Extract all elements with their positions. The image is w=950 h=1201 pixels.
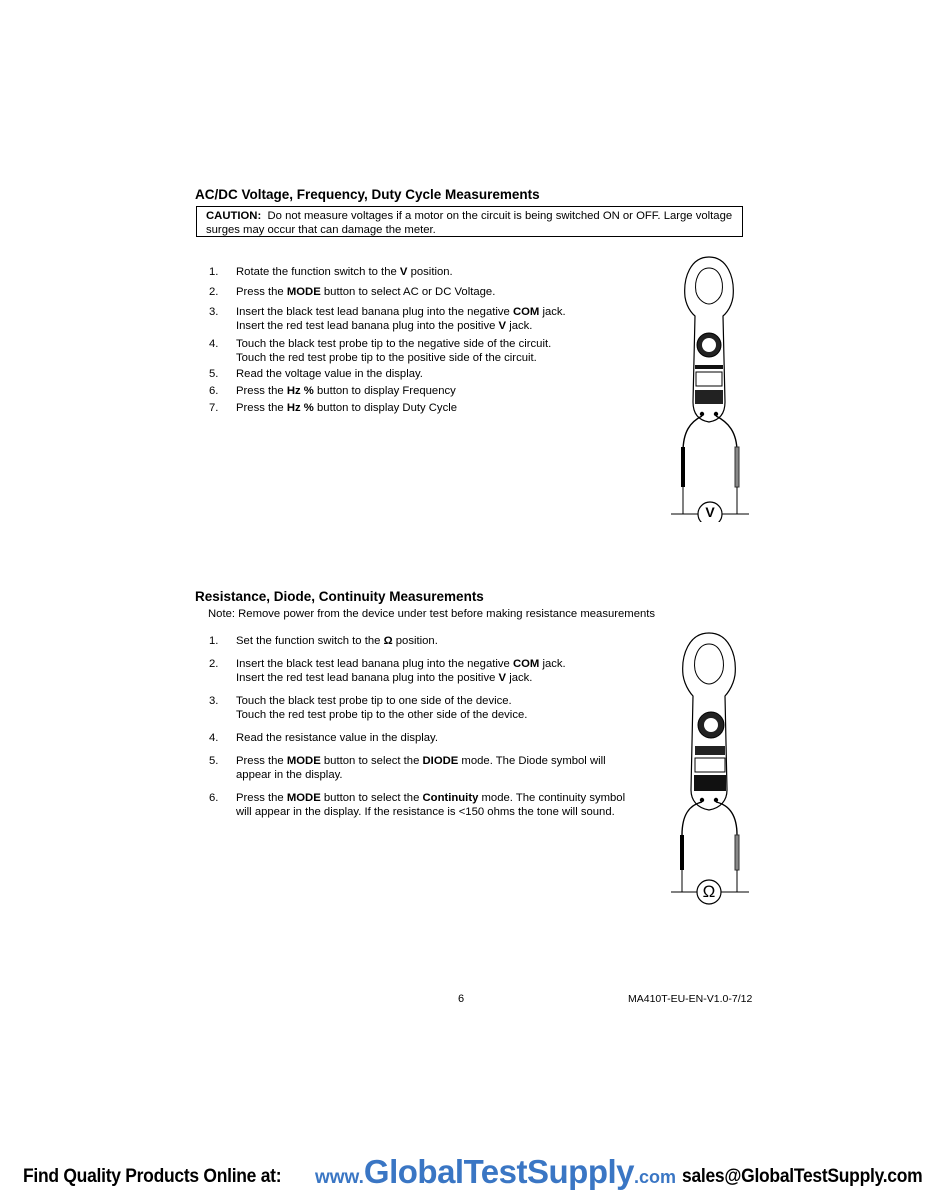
banner-website-link[interactable] — [315, 1153, 676, 1191]
clamp-meter-resistance-illustration — [665, 630, 755, 910]
step-text: Insert the black test lead banana plug into the negative COM jack. Insert the red test lead banana plug into the positive V jack. — [236, 658, 566, 684]
step-text: Touch the black test probe tip to one side of the device. Touch the red test probe tip to the other side of the device. — [236, 695, 528, 721]
step-text: Rotate the function switch to the V position. — [236, 266, 453, 278]
clamp-meter-voltage-illustration — [665, 252, 755, 522]
clamp-meter-voltage-body — [685, 257, 734, 422]
step-number: 4. — [209, 732, 219, 744]
step-text: Press the Hz % button to display Frequency — [236, 385, 456, 397]
step-text: Read the voltage value in the display. — [236, 368, 423, 380]
banner-email-link[interactable]: sales@GlobalTestSupply.com — [682, 1166, 923, 1187]
step-text: Touch the black test probe tip to the negative side of the circuit. Touch the red test probe tip to the positive side of the circuit. — [236, 338, 552, 364]
step-number: 4. — [209, 338, 219, 350]
step-number: 1. — [209, 266, 219, 278]
step-number: 6. — [209, 385, 219, 397]
step-number: 5. — [209, 755, 219, 767]
step-number: 3. — [209, 695, 219, 707]
document-code: MA410T-EU-EN-V1.0-7/12 — [628, 993, 753, 1005]
site-prefix: www. — [315, 1167, 364, 1188]
step-text: Read the resistance value in the display. — [236, 732, 438, 744]
ohm-symbol: Ω — [702, 882, 716, 901]
step-text: Insert the black test lead banana plug into the negative COM jack. Insert the red test lead banana plug into the positive V jack. — [236, 306, 566, 332]
step-text: Press the MODE button to select AC or DC Voltage. — [236, 286, 496, 298]
step-text: Press the Hz % button to display Duty Cycle — [236, 402, 458, 414]
step-number: 2. — [209, 286, 219, 298]
section-title-resistance: Resistance, Diode, Continuity Measurements — [195, 589, 484, 604]
section-title-voltage: AC/DC Voltage, Frequency, Duty Cycle Measurements — [195, 187, 540, 202]
banner-tagline: Find Quality Products Online at: — [23, 1166, 282, 1187]
step-number: 6. — [209, 792, 219, 804]
caution-text: Do not measure voltages if a motor on the circuit is being switched ON or OFF. Large voltage surges may occur that can damage the meter. — [206, 210, 733, 236]
site-suffix: .com — [634, 1167, 677, 1187]
caution-box — [196, 206, 743, 237]
step-number: 2. — [209, 658, 219, 670]
resistance-note: Note: Remove power from the device under test before making resistance measurements — [208, 608, 656, 620]
step-text: Press the MODE button to select the DIODE mode. The Diode symbol will appear in the display. — [236, 755, 606, 781]
caution-label: CAUTION: — [206, 210, 262, 222]
step-number: 5. — [209, 368, 219, 380]
voltage-symbol: V — [705, 504, 715, 520]
step-text: Set the function switch to the Ω position. — [236, 635, 438, 647]
site-main: GlobalTestSupply — [363, 1153, 635, 1190]
step-text: Press the MODE button to select the Continuity mode. The continuity symbol will appear in the display. If the resistance is <150 ohms the tone will sound. — [236, 792, 626, 818]
page-number: 6 — [458, 993, 465, 1005]
clamp-meter-resistance-body — [683, 633, 736, 810]
step-number: 7. — [209, 402, 219, 414]
step-number: 3. — [209, 306, 219, 318]
step-number: 1. — [209, 635, 219, 647]
